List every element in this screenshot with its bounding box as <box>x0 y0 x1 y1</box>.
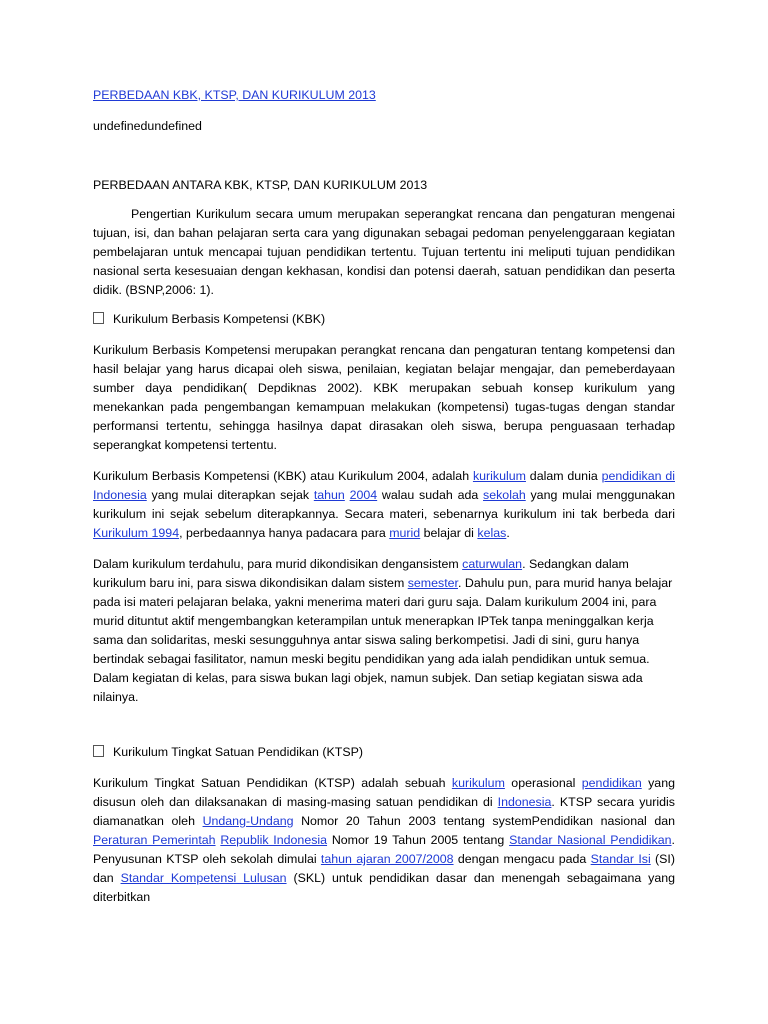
text-span: Nomor 19 Tahun 2005 tentang <box>327 833 510 847</box>
text-span: yang mulai menggunakan kurikulum ini sejak sebelum diterapkannya. Secara materi, sebenarnya kurikulum ini tak berbeda dari <box>93 488 676 521</box>
text-span: operasional <box>504 776 582 790</box>
missing-glyph-box-icon <box>93 745 104 757</box>
link-sekolah[interactable]: sekolah <box>483 488 526 502</box>
text-span: . Sedangkan dalam kurikulum baru ini, para siswa dikondisikan dalam sistem <box>93 557 629 590</box>
link-undang-undang[interactable]: Undang-Undang <box>202 814 294 828</box>
link-standar-isi[interactable]: Standar Isi <box>590 852 651 866</box>
text-span: . Penyusunan KTSP oleh sekolah dimulai <box>93 833 675 866</box>
text-span: , perbedaannya hanya padacara para <box>179 526 390 540</box>
text-span: . Dahulu pun, para murid hanya belajar pada isi materi pelajaran belaka, yakni menerima materi dari guru saja. Dalam kurikulum 2004 ini, para murid dituntut aktif mengembangkan keterampilan untuk menerapkan IPTek tanpa meninggalkan kerja sama dan solidaritas, meski sesungguhnya antar siswa saling berkompetisi. Jadi di sini, guru hanya bertindak sebagai fasilitator, namun meski begitu pendidikan yang ada ialah pendidikan untuk semua. Dalam kegiatan di kelas, para siswa bukan lagi objek, namun subjek. Dan setiap kegiatan siswa ada nilainya. <box>93 576 673 704</box>
link-kurikulum[interactable]: kurikulum <box>472 469 526 483</box>
ktsp-heading <box>93 743 675 762</box>
title-paragraph <box>93 86 675 105</box>
text-span: belajar di <box>420 526 478 540</box>
text-span: dalam dunia <box>525 469 602 483</box>
text-span: (SI) dan <box>93 852 675 885</box>
text-span: . <box>506 526 510 540</box>
link-indonesia[interactable]: Indonesia <box>497 795 552 809</box>
link-caturwulan[interactable]: caturwulan <box>462 557 523 571</box>
link-pendidikan-di-indonesia[interactable]: pendidikan di Indonesia <box>93 469 675 502</box>
link-tahun[interactable]: tahun <box>313 488 345 502</box>
missing-glyph-box-icon <box>93 312 104 324</box>
ktsp-heading-text: Kurikulum Tingkat Satuan Pendidikan (KTSP) <box>113 745 364 759</box>
kbk-paragraph-1: Kurikulum Berbasis Kompetensi merupakan perangkat rencana dan pengaturan tentang kompetensi dan hasil belajar yang harus dicapai oleh siswa, penilaian, kegiatan belajar mengajar, dan pemeberdayaan sumber daya pendidikan( Depdiknas 2002). KBK merupakan sebuah konsep kurikulum yang menekankan pada pengembangan kemampuan melakukan (kompetensi) tugas-tugas dengan standar performansi tertentu, sehingga hasilnya dapat dirasakan oleh siswa, berupa penguasaan terhadap seperangkat kompetensi tertentu. <box>93 343 675 452</box>
text-span: Nomor 20 Tahun 2003 tentang systemPendidikan nasional dan <box>293 814 675 828</box>
text-span: Dalam kurikulum terdahulu, para murid dikondisikan dengansistem <box>93 557 463 571</box>
link-kurikulum[interactable]: kurikulum <box>451 776 505 790</box>
text-span: yang mulai diterapkan sejak <box>146 488 314 502</box>
link-semester[interactable]: semester <box>407 576 458 590</box>
ktsp-paragraph-1 <box>93 774 675 907</box>
article-heading: PERBEDAAN ANTARA KBK, KTSP, DAN KURIKULUM 2013 <box>93 178 428 192</box>
title-link[interactable]: PERBEDAAN KBK, KTSP, DAN KURIKULUM 2013 <box>93 88 376 102</box>
link-standar-nasional-pendidikan[interactable]: Standar Nasional Pendidikan <box>509 833 672 847</box>
kbk-heading-text: Kurikulum Berbasis Kompetensi (KBK) <box>113 312 326 326</box>
document-page <box>93 86 675 907</box>
text-span: dengan mengacu pada <box>453 852 591 866</box>
text-span: Kurikulum Berbasis Kompetensi (KBK) atau Kurikulum 2004, adalah <box>93 469 473 483</box>
kbk-heading <box>93 310 675 329</box>
link-republik-indonesia[interactable]: Republik Indonesia <box>220 833 328 847</box>
link-2004[interactable]: 2004 <box>349 488 378 502</box>
link-tahun-ajaran[interactable]: tahun ajaran 2007/2008 <box>320 852 454 866</box>
kbk-paragraph-2 <box>93 467 675 543</box>
link-pendidikan[interactable]: pendidikan <box>581 776 642 790</box>
text-span: Kurikulum Tingkat Satuan Pendidikan (KTSP) adalah sebuah <box>93 776 452 790</box>
text-span: yang disusun oleh dan dilaksanakan di masing-masing satuan pendidikan di <box>93 776 675 809</box>
kbk-paragraph-3 <box>93 555 675 707</box>
link-kelas[interactable]: kelas <box>477 526 507 540</box>
text-span: walau sudah ada <box>377 488 484 502</box>
intro-paragraph: Pengertian Kurikulum secara umum merupakan seperangkat rencana dan pengaturan mengenai tujuan, isi, dan bahan pelajaran serta cara yang digunakan sebagai pedoman penyelenggaraan kegiatan pembelajaran untuk mencapai tujuan pendidikan tertentu. Tujuan tertentu ini meliputi tujuan pendidikan nasional serta kesesuaian dengan kekhasan, kondisi dan potensi daerah, satuan pendidikan dan peserta didik. (BSNP,2006: 1). <box>93 207 675 297</box>
undefined-text: undefinedundefined <box>93 119 202 133</box>
text-span: (SKL) untuk pendidikan dasar dan menengah sebagaimana yang diterbitkan <box>93 871 675 904</box>
link-murid[interactable]: murid <box>389 526 421 540</box>
text-span: . KTSP secara yuridis diamanatkan oleh <box>93 795 676 828</box>
link-standar-kompetensi-lulusan[interactable]: Standar Kompetensi Lulusan <box>120 871 287 885</box>
link-kurikulum-1994[interactable]: Kurikulum 1994 <box>93 526 180 540</box>
link-peraturan-pemerintah[interactable]: Peraturan Pemerintah <box>93 833 216 847</box>
